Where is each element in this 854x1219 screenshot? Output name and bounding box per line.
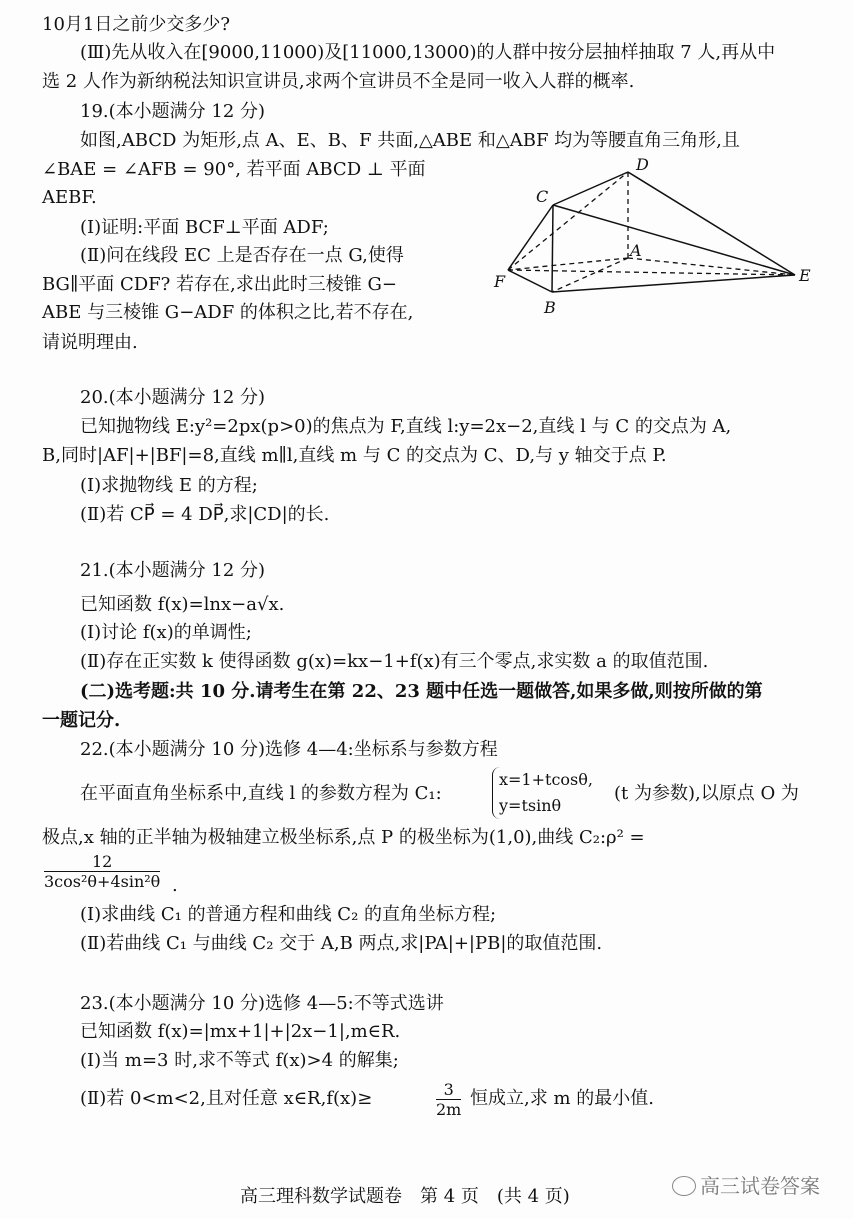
q19-part2: (Ⅱ)问在线段 EC 上是否存在一点 G,使得 <box>80 245 404 266</box>
q22-stem-pre: 在平面直角坐标系中,直线 l 的参数方程为 C₁: <box>80 783 442 804</box>
q23-frac-num: 3 <box>436 1080 461 1100</box>
q19-stem: AEBF. <box>42 187 97 208</box>
label-d: D <box>636 155 649 174</box>
label-c: C <box>536 187 549 206</box>
page-footer: 高三理科数学试题卷 第 4 页 (共 4 页) <box>240 1186 570 1207</box>
pyramid-figure <box>480 150 820 330</box>
q22-frac-end: . <box>172 875 178 896</box>
q22-eq-x: x=1+tcosθ, <box>499 770 593 789</box>
edge-cb <box>552 205 553 292</box>
q22-header: 22.(本小题满分 10 分)选修 4—4:坐标系与参数方程 <box>80 739 498 760</box>
q22-fraction <box>44 852 160 891</box>
q23-header: 23.(本小题满分 10 分)选修 4—5:不等式选讲 <box>80 993 444 1014</box>
edge-ce <box>553 205 795 275</box>
q23-frac-den: 2m <box>436 1100 462 1119</box>
q20-part1: (Ⅰ)求抛物线 E 的方程; <box>80 475 258 496</box>
q18-continuation: 10月1日之前少交多少? <box>42 14 231 35</box>
q22-frac-num: 12 <box>44 852 160 872</box>
q19-stem: ∠BAE = ∠AFB = 90°, 若平面 ABCD ⊥ 平面 <box>42 159 426 180</box>
label-a: A <box>630 241 642 260</box>
edge-fe <box>508 270 795 275</box>
q23-fraction <box>436 1080 461 1119</box>
q22-part1: (Ⅰ)求曲线 C₁ 的普通方程和曲线 C₂ 的直角坐标方程; <box>80 904 497 925</box>
q20-stem: B,同时|AF|+|BF|=8,直线 m∥l,直线 m 与 C 的交点为 C、D,与 y 轴交于点 P. <box>42 445 667 466</box>
q21-part2: (Ⅱ)存在正实数 k 使得函数 g(x)=kx−1+f(x)有三个零点,求实数 a 的取值范围. <box>80 651 709 672</box>
q18-part3-cont: 选 2 人作为新纳税法知识宣讲员,求两个宣讲员不全是同一收入人群的概率. <box>42 71 635 92</box>
q22-stem: 极点,x 轴的正半轴为极轴建立极坐标系,点 P 的极坐标为(1,0),曲线 C₂:ρ² = <box>42 827 645 848</box>
q22-part2: (Ⅱ)若曲线 C₁ 与曲线 C₂ 交于 A,B 两点,求|PA|+|PB|的取值范围. <box>80 933 603 954</box>
q22-stem-post: (t 为参数),以原点 O 为 <box>614 783 799 804</box>
q22-parametric-system <box>492 767 593 819</box>
q23-part2-post: 恒成立,求 m 的最小值. <box>470 1088 654 1109</box>
q23-part1: (Ⅰ)当 m=3 时,求不等式 f(x)>4 的解集; <box>80 1050 399 1071</box>
q21-stem: 已知函数 f(x)=lnx−a√x. <box>80 594 285 615</box>
q19-part2: BG∥平面 CDF? 若存在,求出此时三棱锥 G− <box>42 274 397 295</box>
edge-be <box>552 275 795 292</box>
q19-part1: (Ⅰ)证明:平面 BCF⊥平面 ADF; <box>80 217 329 238</box>
q20-stem: 已知抛物线 E:y²=2px(p>0)的焦点为 F,直线 l:y=2x−2,直线 l 与 C 的交点为 A, <box>80 416 732 437</box>
q23-part2-pre: (Ⅱ)若 0<m<2,且对任意 x∈R,f(x)≥ <box>80 1088 373 1109</box>
wechat-icon <box>672 1176 696 1196</box>
watermark <box>672 1170 820 1199</box>
edge-cd <box>553 172 628 205</box>
label-b: B <box>544 298 556 317</box>
edge-cf <box>508 205 553 270</box>
q19-header: 19.(本小题满分 12 分) <box>80 101 266 122</box>
elective-instructions-cont: 一题记分. <box>42 710 121 731</box>
edge-fb <box>508 270 552 292</box>
edge-de <box>628 172 795 275</box>
q21-header: 21.(本小题满分 12 分) <box>80 560 266 581</box>
q23-stem: 已知函数 f(x)=|mx+1|+|2x−1|,m∈R. <box>80 1021 401 1042</box>
elective-instructions: (二)选考题:共 10 分.请考生在第 22、23 题中任选一题做答,如果多做,则按所做的第 <box>80 681 763 702</box>
edge-af <box>508 258 628 270</box>
q20-part2: (Ⅱ)若 CP⃗ = 4 DP⃗,求|CD|的长. <box>80 504 330 525</box>
q21-part1: (Ⅰ)讨论 f(x)的单调性; <box>80 622 252 643</box>
watermark-text: 高三试卷答案 <box>700 1174 820 1198</box>
q19-stem: 如图,ABCD 为矩形,点 A、E、B、F 共面,△ABE 和△ABF 均为等腰直角三角形,且 <box>80 130 740 151</box>
q22-eq-y: y=tsinθ <box>499 796 562 815</box>
label-f: F <box>494 272 506 291</box>
q19-part2: ABE 与三棱锥 G−ADF 的体积之比,若不存在, <box>42 302 414 323</box>
q22-frac-den: 3cos²θ+4sin²θ <box>44 872 161 891</box>
q18-part3: (Ⅲ)先从收入在[9000,11000)及[11000,13000)的人群中按分层抽样抽取 7 人,再从中 <box>80 42 776 63</box>
q19-part2: 请说明理由. <box>42 332 138 353</box>
q20-header: 20.(本小题满分 12 分) <box>80 387 266 408</box>
label-e: E <box>799 266 811 285</box>
